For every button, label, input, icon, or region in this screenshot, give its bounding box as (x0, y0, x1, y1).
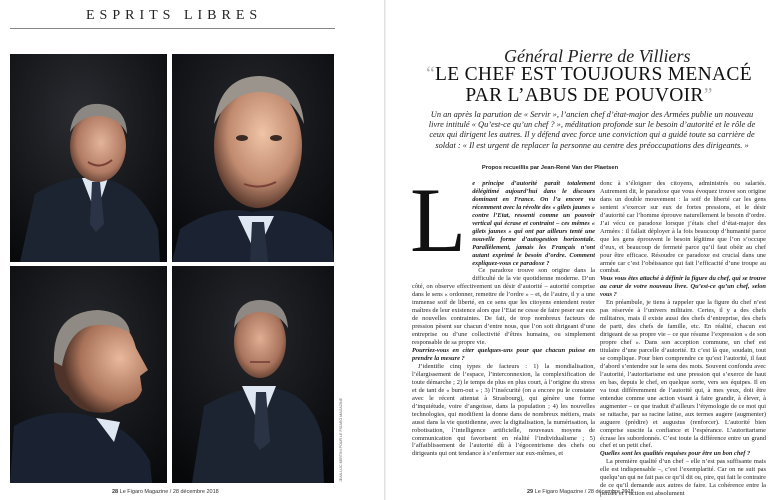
left-page (0, 0, 385, 500)
article-column-2 (600, 180, 766, 498)
page-number: 29 (527, 489, 534, 495)
section-rubric: ESPRITS LIBRES (86, 8, 263, 23)
answer-paragraph: donc à s’éloigner des citoyens, administrés ou salariés. Autrement dit, le paradoxe que vous évoquez trouve son origine dans un double mouvement : la soif de liberté car les gens sentent s’exercer sur eux de fortes pressions, et le désir d’autorité car l’homme éprouve naturellement le besoin d’ordre. J’ai vécu ce paradoxe lorsque j’étais chef d’état-major des Armées : il fallait déployer à la fois beaucoup d’humanité parce que les gens éprouvent le besoin légitime que l’on s’occupe d’eux, et beaucoup de fermeté parce qu’il faut obéir au chef pour être efficace. Résoudre ce paradoxe est crucial dans une armée car c’est l’obéissance qui fait l’efficacité d’une troupe au combat. (600, 180, 766, 275)
headline-text: LE CHEF EST TOUJOURS MENACÉ PAR L’ABUS DE POUVOIR (435, 64, 752, 106)
headline-close-quote: ” (703, 85, 713, 106)
portrait-photo-3 (10, 266, 167, 483)
folio-right (527, 489, 634, 495)
question-paragraph: Pourriez-vous en citer quelques-uns pour que chacun puisse en prendre la mesure ? (412, 347, 595, 362)
question-paragraph: Quelles sont les qualités requises pour être un bon chef ? (600, 450, 751, 458)
folio-text: Le Figaro Magazine / 28 décembre 2018 (533, 489, 634, 495)
page-number: 28 (112, 489, 119, 495)
standfirst: Un an après la parution de « Servir », l’ancien chef d’état-major des Armées publie un nouveau livre intitulé « Qu’est-ce qu’un chef ? », méditation profonde sur le besoin d’autorité et le rôle de ceux qui dirigent les autres. Il y défend avec force une conviction qui a guidé toute sa carrière de soldat : « Il est urgent de replacer la personne au centre des préoccupations des dirigeants. » (428, 110, 756, 150)
rubric-rule (10, 28, 335, 29)
folio-left (112, 489, 219, 495)
portrait-photo-4 (172, 266, 334, 483)
answer-paragraph: Ce paradoxe trouve son origine dans la difficulté de la vie quotidienne moderne. D’un côté, on observe effectivement un désir d’autorité – autorité comprise dans le sens « ordonner, remettre de l’ordre » – et, de l’autre, il y a une immense soif de liberté, en ce sens que les citoyens entendent rester maîtres de leur existence alors que l’Etat ne cesse de faire peser sur eux de nouvelles contraintes. De fait, de trop nombreux facteurs de pression pèsent sur chacun d’entre nous, que l’on soit dirigeant d’une entreprise ou d’une collectivité d’êtres humains, ou simplement responsable de sa propre vie. (412, 267, 595, 347)
folio-text: Le Figaro Magazine / 28 décembre 2018 (118, 489, 219, 495)
drop-cap: L (410, 169, 467, 271)
question-lead: e principe d’autorité paraît totalement délégitimé aujourd’hui dans le discours dominant en France. On l’a encore vu récemment avec la révolte des « gilets jaunes » contre l’Etat, ressenti comme un pouvoir vertical qui écrase et contraint – ces mêmes « gilets jaunes » qui ont par ailleurs tenté une nouvelle forme d’autogestion horizontale. Parallèlement, jamais les Français n’ont autant exprimé le besoin d’ordre. Comment expliquez-vous ce paradoxe ? (472, 180, 595, 267)
headline (424, 64, 754, 106)
answer-paragraph: J’identifie cinq types de facteurs : 1) la mondialisation, l’élargissement de l’espace, l’interconnexion, la complexification de toute démarche ; 2) le temps de plus en plus court, à l’origine du stress et de tant de « burn-out » ; 3) l’insécurité (on a encore pu le constater avec le récent attentat à Strasbourg), qui génère une forme d’inquiétude, voire d’angoisse, dans la population ; 4) les nouvelles technologies, qui modifient la donne dans de nombreux métiers, mais aussi dans la vie quotidienne, avec la digitalisation, la numérisation, la robotisation, l’intelligence artificielle, nouveaux moyens de communication qui favorisent en réalité l’individualisme ; 5) l’affaiblissement de l’autorité dû à l’égocentrisme des chefs ou dirigeants qui ont tendance à s’enfermer sur eux-mêmes, et (412, 362, 595, 458)
answer-paragraph: La première qualité d’un chef – elle n’est pas suffisante mais elle est indispensable –, c’est l’exemplarité. Car on ne suit pas quelqu’un qui ne fait pas ce qu’il dit ou, pire, qui fait le contraire de ce qu’il demande aux autres de faire. La cohérence entre la pensée et l’action est absolument (600, 458, 766, 498)
answer-paragraph: En préambule, je tiens à rappeler que la figure du chef n’est pas réservée à l’univers militaire. Certes, il y a des chefs militaires, mais il existe aussi des chefs d’entreprise, des chefs de parti, des chefs de famille, etc. En réalité, chacun est dirigeant de sa propre vie – ce que résume l’expression « de son propre chef ». Dans son acception commune, un chef est titulaire d’une parcelle d’autorité. Et c’est là que, soudain, tout se complique. Pour bien comprendre ce qu’est l’autorité, il faut d’abord s’entendre sur le sens des mots. Souvent confondu avec l’autorité, l’autoritarisme est une pression qui s’exerce de haut en bas, depuis le chef, en quelque sorte, vers ses équipes. Il en va tout différemment de l’autorité qui, à mes yeux, doit être entendue comme une action visant à faire grandir, à élever, à augmenter – ce que traduit d’ailleurs l’étymologie de ce mot qui se rattache, par sa racine latine, aux termes augere (augmenter) auguere (prédire) et augustus (renforcer). L’autorité bien comprise suscite la confiance et l’espérance. L’autoritarisme écrase les subordonnés. C’est toute la différence entre un grand chef et un petit chef. (600, 299, 766, 450)
question-paragraph: Vous vous êtes attaché à définir la figure du chef, qui se trouve au cœur de votre nouveau livre. Qu’est-ce qu’un chef, selon vous ? (600, 275, 766, 299)
portrait-photo-1 (10, 54, 167, 262)
right-page (386, 0, 772, 500)
headline-open-quote: “ (426, 64, 436, 85)
byline: Propos recueillis par Jean-René Van der Plaetsen (481, 165, 619, 171)
article-column-1 (410, 169, 595, 458)
portrait-photo-2 (172, 54, 334, 262)
photo-credit: JEAN-LUC BERTINI POUR LE FIGARO MAGAZINE (339, 397, 343, 482)
kicker: Général Pierre de Villiers (504, 46, 691, 66)
